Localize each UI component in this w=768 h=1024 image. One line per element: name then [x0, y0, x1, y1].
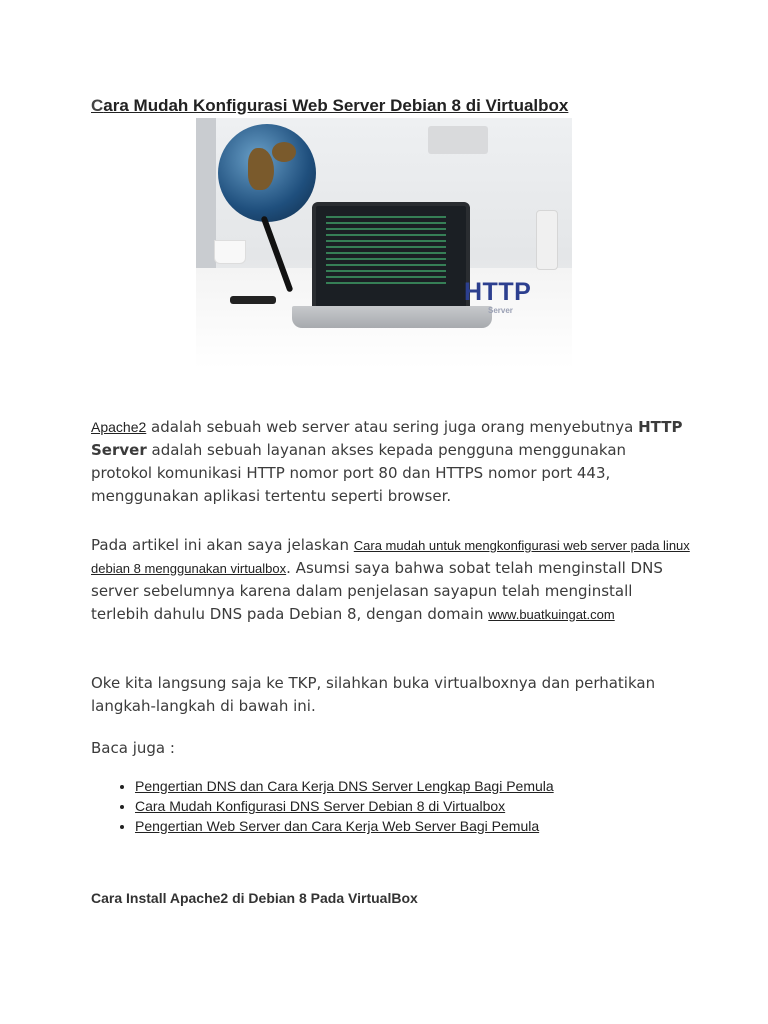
- paragraph-text: adalah sebuah web server atau sering juga orang menyebutnya: [146, 418, 639, 436]
- laptop-code: [326, 216, 446, 286]
- related-link-web-server[interactable]: Pengertian Web Server dan Cara Kerja Web Server Bagi Pemula: [135, 818, 540, 834]
- title-text[interactable]: ara Mudah Konfigurasi Web Server Debian 8 di Virtualbox: [103, 96, 569, 115]
- apache2-link[interactable]: Apache2: [91, 419, 147, 435]
- server-label: Server: [488, 306, 513, 315]
- hero-image: [196, 118, 572, 369]
- paragraph-intro: [91, 534, 691, 626]
- related-link-dns-konfigurasi[interactable]: Cara Mudah Konfigurasi DNS Server Debian 8 di Virtualbox: [135, 798, 506, 814]
- related-links-list: [113, 776, 554, 836]
- domain-link[interactable]: www.buatkuingat.com: [488, 607, 615, 622]
- title-first-letter: C: [91, 96, 104, 115]
- paragraph-tkp: Oke kita langsung saja ke TKP, silahkan buka virtualboxnya dan perhatikan langkah-langkah di bawah ini.: [91, 674, 656, 715]
- wall-frame: [428, 126, 488, 154]
- phone: [230, 296, 276, 304]
- paragraph-text: . Asumsi saya bahwa sobat telah menginstall DNS server sebelumnya karena dalam penjelasan sayapun telah menginstall terlebih dahulu DNS pada Debian 8, dengan domain: [91, 559, 663, 623]
- tutorial-link[interactable]: Cara mudah untuk mengkonfigurasi web server pada linux debian 8 menggunakan virtualbox: [91, 538, 690, 576]
- related-link-dns-pengertian[interactable]: Pengertian DNS dan Cara Kerja DNS Server Lengkap Bagi Pemula: [135, 778, 554, 794]
- article-title[interactable]: [91, 96, 568, 116]
- list-item: [135, 816, 554, 836]
- globe-land: [272, 142, 296, 162]
- paragraph-text: Pada artikel ini akan saya jelaskan: [91, 536, 354, 554]
- http-label: HTTP: [464, 278, 532, 306]
- paragraph-text: adalah sebuah layanan akses kepada pengguna menggunakan protokol komunikasi HTTP nomor port 80 dan HTTPS nomor port 443, menggunakan aplikasi tertentu seperti browser.: [91, 441, 627, 505]
- baca-juga-label: Baca juga :: [91, 739, 175, 757]
- http-server-bold: HTTP Server: [91, 418, 683, 459]
- section-heading: Cara Install Apache2 di Debian 8 Pada VirtualBox: [91, 890, 418, 906]
- paragraph-apache: [91, 416, 691, 508]
- laptop-base: [292, 306, 492, 328]
- globe-land: [248, 148, 274, 190]
- wall-socket: [536, 210, 558, 270]
- mug: [214, 240, 246, 264]
- list-item: [135, 796, 554, 816]
- list-item: [135, 776, 554, 796]
